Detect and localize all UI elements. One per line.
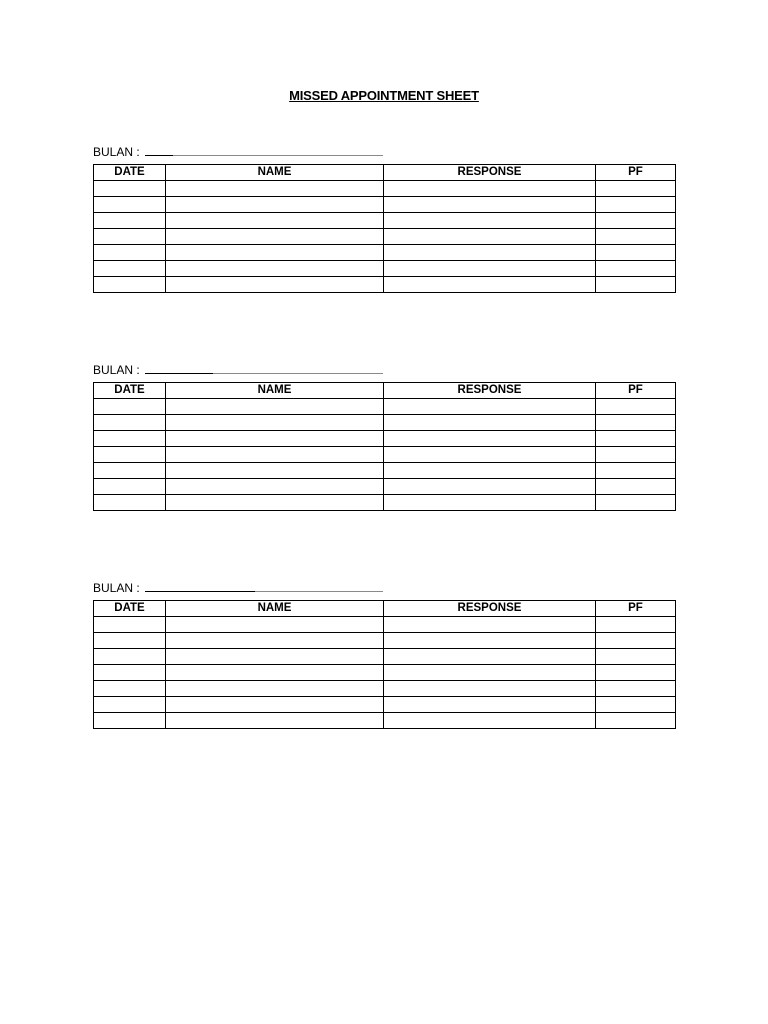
month-section-3 bbox=[93, 580, 675, 614]
date-cell[interactable] bbox=[94, 229, 166, 245]
column-header-date: DATE bbox=[94, 165, 166, 181]
date-cell[interactable] bbox=[94, 617, 166, 633]
bulan-input-line[interactable] bbox=[145, 155, 383, 156]
pf-cell[interactable] bbox=[596, 447, 676, 463]
bulan-field bbox=[93, 144, 675, 160]
name-cell[interactable] bbox=[166, 495, 384, 511]
column-header-response: RESPONSE bbox=[384, 165, 596, 181]
table-row bbox=[94, 415, 676, 431]
name-cell[interactable] bbox=[166, 229, 384, 245]
name-cell[interactable] bbox=[166, 415, 384, 431]
bulan-input-line-accent bbox=[145, 591, 255, 592]
pf-cell[interactable] bbox=[596, 399, 676, 415]
name-cell[interactable] bbox=[166, 447, 384, 463]
response-cell[interactable] bbox=[384, 479, 596, 495]
response-cell[interactable] bbox=[384, 213, 596, 229]
response-cell[interactable] bbox=[384, 665, 596, 681]
table-row bbox=[94, 617, 676, 633]
date-cell[interactable] bbox=[94, 463, 166, 479]
table-row bbox=[94, 261, 676, 277]
pf-cell[interactable] bbox=[596, 479, 676, 495]
name-cell[interactable] bbox=[166, 681, 384, 697]
table-row bbox=[94, 277, 676, 293]
table-header-row bbox=[94, 601, 676, 617]
table-row bbox=[94, 479, 676, 495]
date-cell[interactable] bbox=[94, 713, 166, 729]
name-cell[interactable] bbox=[166, 463, 384, 479]
date-cell[interactable] bbox=[94, 681, 166, 697]
date-cell[interactable] bbox=[94, 633, 166, 649]
response-cell[interactable] bbox=[384, 697, 596, 713]
column-header-date: DATE bbox=[94, 601, 166, 617]
name-cell[interactable] bbox=[166, 213, 384, 229]
appointment-table bbox=[93, 600, 676, 729]
column-header-name: NAME bbox=[166, 165, 384, 181]
response-cell[interactable] bbox=[384, 495, 596, 511]
date-cell[interactable] bbox=[94, 181, 166, 197]
table-row bbox=[94, 213, 676, 229]
date-cell[interactable] bbox=[94, 245, 166, 261]
table-row bbox=[94, 463, 676, 479]
table-row bbox=[94, 713, 676, 729]
column-header-name: NAME bbox=[166, 383, 384, 399]
date-cell[interactable] bbox=[94, 415, 166, 431]
pf-cell[interactable] bbox=[596, 697, 676, 713]
pf-cell[interactable] bbox=[596, 245, 676, 261]
name-cell[interactable] bbox=[166, 697, 384, 713]
table-row bbox=[94, 649, 676, 665]
pf-cell[interactable] bbox=[596, 277, 676, 293]
name-cell[interactable] bbox=[166, 197, 384, 213]
date-cell[interactable] bbox=[94, 197, 166, 213]
date-cell[interactable] bbox=[94, 213, 166, 229]
date-cell[interactable] bbox=[94, 665, 166, 681]
table-row bbox=[94, 229, 676, 245]
table-row bbox=[94, 665, 676, 681]
date-cell[interactable] bbox=[94, 447, 166, 463]
date-cell[interactable] bbox=[94, 479, 166, 495]
page-title: MISSED APPOINTMENT SHEET bbox=[289, 88, 479, 103]
pf-cell[interactable] bbox=[596, 649, 676, 665]
table-row bbox=[94, 495, 676, 511]
name-cell[interactable] bbox=[166, 617, 384, 633]
pf-cell[interactable] bbox=[596, 261, 676, 277]
table-row bbox=[94, 633, 676, 649]
pf-cell[interactable] bbox=[596, 197, 676, 213]
name-cell[interactable] bbox=[166, 261, 384, 277]
response-cell[interactable] bbox=[384, 617, 596, 633]
date-cell[interactable] bbox=[94, 495, 166, 511]
table-row bbox=[94, 197, 676, 213]
name-cell[interactable] bbox=[166, 181, 384, 197]
column-header-date: DATE bbox=[94, 383, 166, 399]
pf-cell[interactable] bbox=[596, 181, 676, 197]
date-cell[interactable] bbox=[94, 261, 166, 277]
table-row bbox=[94, 697, 676, 713]
response-cell[interactable] bbox=[384, 415, 596, 431]
response-cell[interactable] bbox=[384, 649, 596, 665]
response-cell[interactable] bbox=[384, 447, 596, 463]
column-header-pf: PF bbox=[596, 383, 676, 399]
response-cell[interactable] bbox=[384, 431, 596, 447]
name-cell[interactable] bbox=[166, 479, 384, 495]
appointment-table bbox=[93, 382, 676, 511]
response-cell[interactable] bbox=[384, 463, 596, 479]
response-cell[interactable] bbox=[384, 229, 596, 245]
name-cell[interactable] bbox=[166, 713, 384, 729]
date-cell[interactable] bbox=[94, 697, 166, 713]
date-cell[interactable] bbox=[94, 649, 166, 665]
bulan-field bbox=[93, 580, 675, 596]
name-cell[interactable] bbox=[166, 245, 384, 261]
appointment-table bbox=[93, 164, 676, 293]
date-cell[interactable] bbox=[94, 431, 166, 447]
month-section-1 bbox=[93, 144, 675, 178]
bulan-field bbox=[93, 362, 675, 378]
name-cell[interactable] bbox=[166, 277, 384, 293]
response-cell[interactable] bbox=[384, 261, 596, 277]
name-cell[interactable] bbox=[166, 431, 384, 447]
pf-cell[interactable] bbox=[596, 633, 676, 649]
response-cell[interactable] bbox=[384, 399, 596, 415]
bulan-label: BULAN : bbox=[93, 363, 140, 377]
pf-cell[interactable] bbox=[596, 665, 676, 681]
pf-cell[interactable] bbox=[596, 213, 676, 229]
name-cell[interactable] bbox=[166, 399, 384, 415]
name-cell[interactable] bbox=[166, 649, 384, 665]
response-cell[interactable] bbox=[384, 197, 596, 213]
column-header-pf: PF bbox=[596, 165, 676, 181]
pf-cell[interactable] bbox=[596, 617, 676, 633]
table-row bbox=[94, 447, 676, 463]
bulan-input-line-accent bbox=[145, 155, 173, 156]
column-header-name: NAME bbox=[166, 601, 384, 617]
bulan-input-line-accent bbox=[145, 373, 213, 374]
pf-cell[interactable] bbox=[596, 431, 676, 447]
response-cell[interactable] bbox=[384, 633, 596, 649]
pf-cell[interactable] bbox=[596, 463, 676, 479]
bulan-label: BULAN : bbox=[93, 581, 140, 595]
response-cell[interactable] bbox=[384, 181, 596, 197]
table-header-row bbox=[94, 383, 676, 399]
bulan-label: BULAN : bbox=[93, 145, 140, 159]
pf-cell[interactable] bbox=[596, 229, 676, 245]
table-row bbox=[94, 431, 676, 447]
name-cell[interactable] bbox=[166, 665, 384, 681]
table-header-row bbox=[94, 165, 676, 181]
table-row bbox=[94, 245, 676, 261]
pf-cell[interactable] bbox=[596, 495, 676, 511]
response-cell[interactable] bbox=[384, 681, 596, 697]
date-cell[interactable] bbox=[94, 399, 166, 415]
column-header-response: RESPONSE bbox=[384, 383, 596, 399]
month-section-2 bbox=[93, 362, 675, 396]
column-header-pf: PF bbox=[596, 601, 676, 617]
column-header-response: RESPONSE bbox=[384, 601, 596, 617]
table-row bbox=[94, 681, 676, 697]
response-cell[interactable] bbox=[384, 277, 596, 293]
pf-cell[interactable] bbox=[596, 681, 676, 697]
date-cell[interactable] bbox=[94, 277, 166, 293]
table-row bbox=[94, 181, 676, 197]
response-cell[interactable] bbox=[384, 713, 596, 729]
pf-cell[interactable] bbox=[596, 713, 676, 729]
table-row bbox=[94, 399, 676, 415]
response-cell[interactable] bbox=[384, 245, 596, 261]
name-cell[interactable] bbox=[166, 633, 384, 649]
pf-cell[interactable] bbox=[596, 415, 676, 431]
